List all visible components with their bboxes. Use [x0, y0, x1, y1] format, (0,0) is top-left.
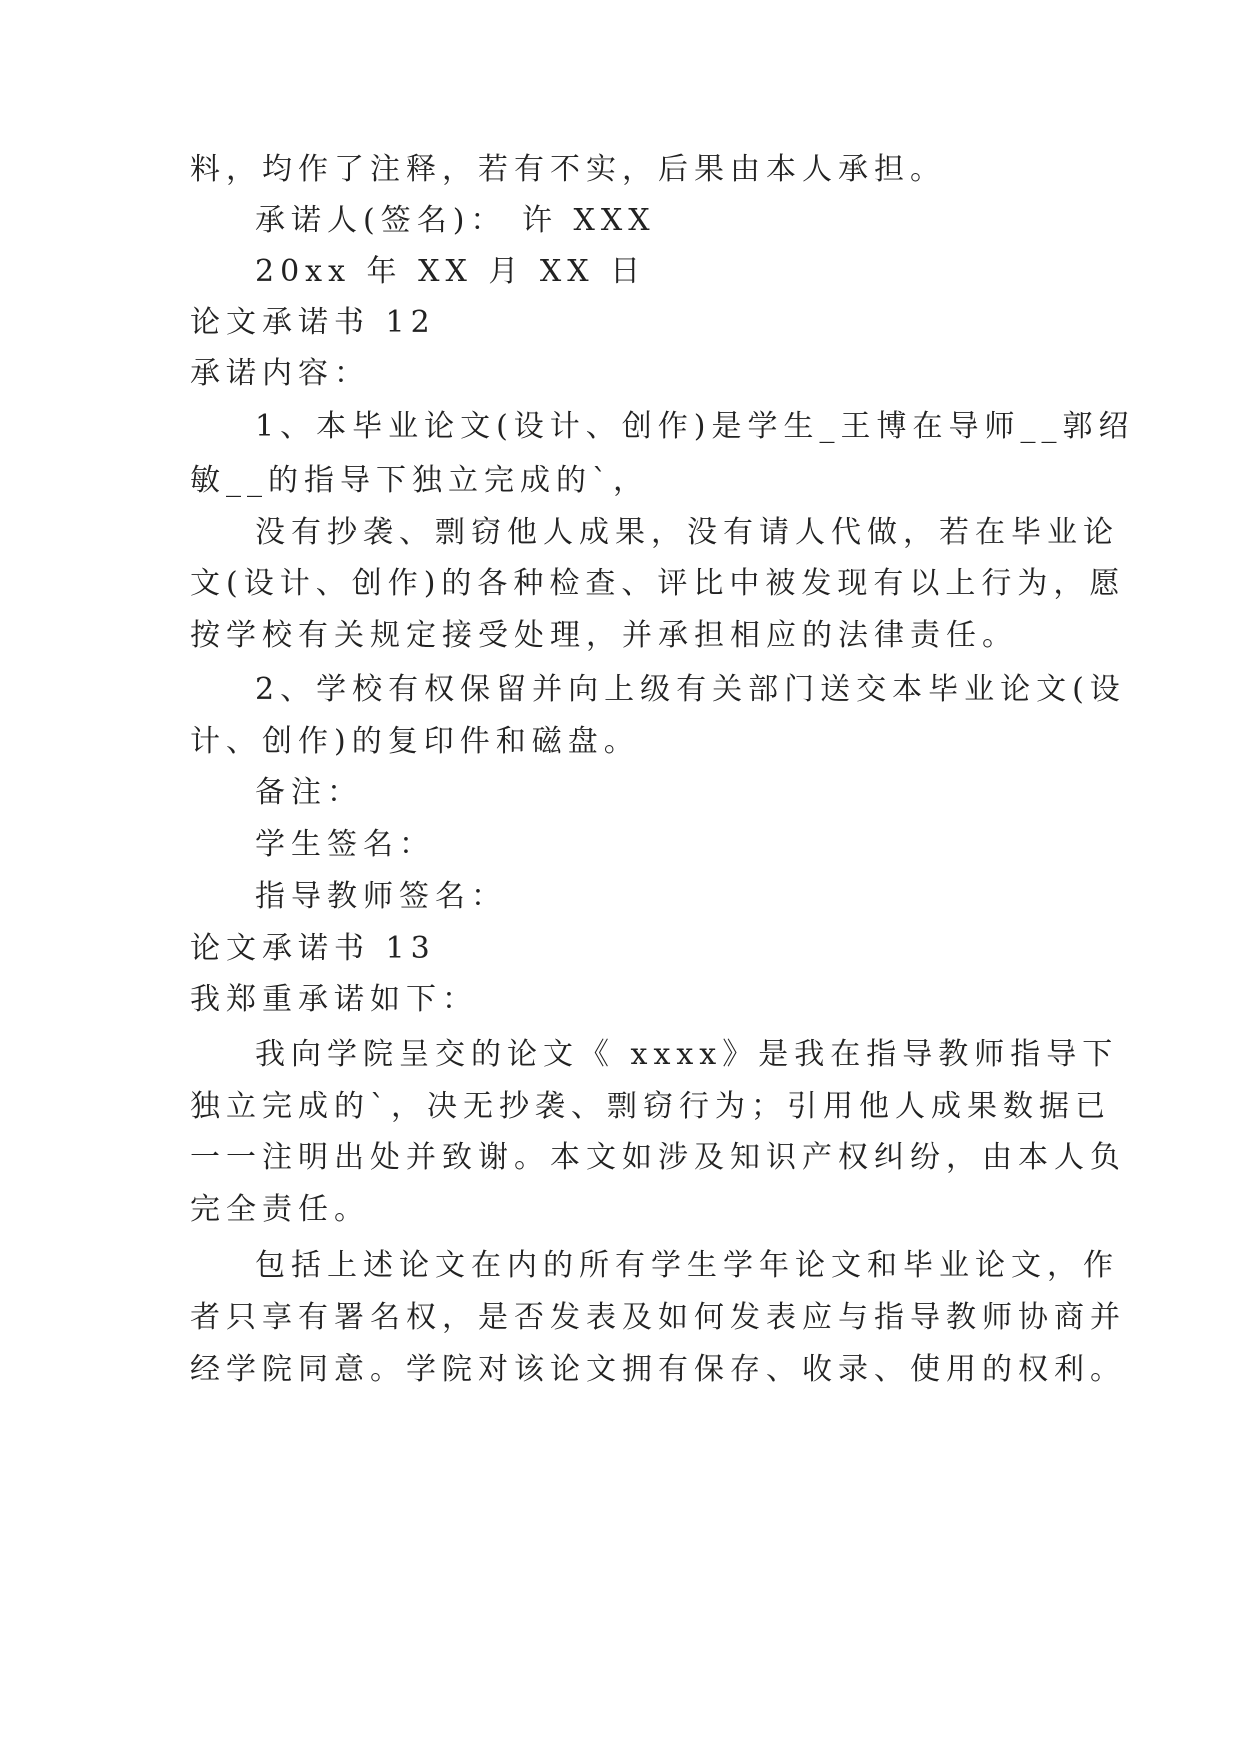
section-subtitle: 我郑重承诺如下：: [190, 982, 478, 1017]
signature-line: 承诺人(签名)： 许 XXX: [255, 203, 656, 238]
student-signature-label: 学生签名：: [255, 827, 435, 862]
paragraph-line: 没有抄袭、剽窃他人成果，没有请人代做，若在毕业论: [255, 515, 1119, 550]
paragraph-line: 文(设计、创作)的各种检查、评比中被发现有以上行为，愿: [190, 566, 1126, 601]
section-subtitle: 承诺内容：: [190, 356, 370, 391]
paragraph-line: 完全责任。: [190, 1192, 370, 1227]
paragraph-line: 2、学校有权保留并向上级有关部门送交本毕业论文(设: [255, 672, 1126, 707]
paragraph-line: 经学院同意。学院对该论文拥有保存、收录、使用的权利。: [190, 1352, 1126, 1387]
paragraph-line: 计、创作)的复印件和磁盘。: [190, 724, 640, 759]
paragraph-line: 料，均作了注释，若有不实，后果由本人承担。: [190, 152, 946, 187]
remark-label: 备注：: [255, 775, 363, 810]
paragraph-line: 按学校有关规定接受处理，并承担相应的法律责任。: [190, 618, 1018, 653]
section-title: 论文承诺书 12: [190, 305, 436, 340]
date-line: 20xx 年 XX 月 XX 日: [255, 254, 647, 289]
paragraph-line: 1、本毕业论文(设计、创作)是学生_王博在导师__郭绍: [255, 409, 1135, 444]
teacher-signature-label: 指导教师签名：: [255, 879, 507, 914]
paragraph-line: 敏__的指导下独立完成的`，: [190, 463, 649, 498]
paragraph-line: 一一注明出处并致谢。本文如涉及知识产权纠纷，由本人负: [190, 1140, 1126, 1175]
paragraph-line: 我向学院呈交的论文《 xxxx》是我在指导教师指导下: [255, 1037, 1119, 1072]
paragraph-line: 者只享有署名权，是否发表及如何发表应与指导教师协商并: [190, 1300, 1126, 1335]
section-title: 论文承诺书 13: [190, 931, 436, 966]
paragraph-line: 独立完成的`，决无抄袭、剽窃行为；引用他人成果数据已: [190, 1089, 1111, 1124]
paragraph-line: 包括上述论文在内的所有学生学年论文和毕业论文，作: [255, 1248, 1119, 1283]
